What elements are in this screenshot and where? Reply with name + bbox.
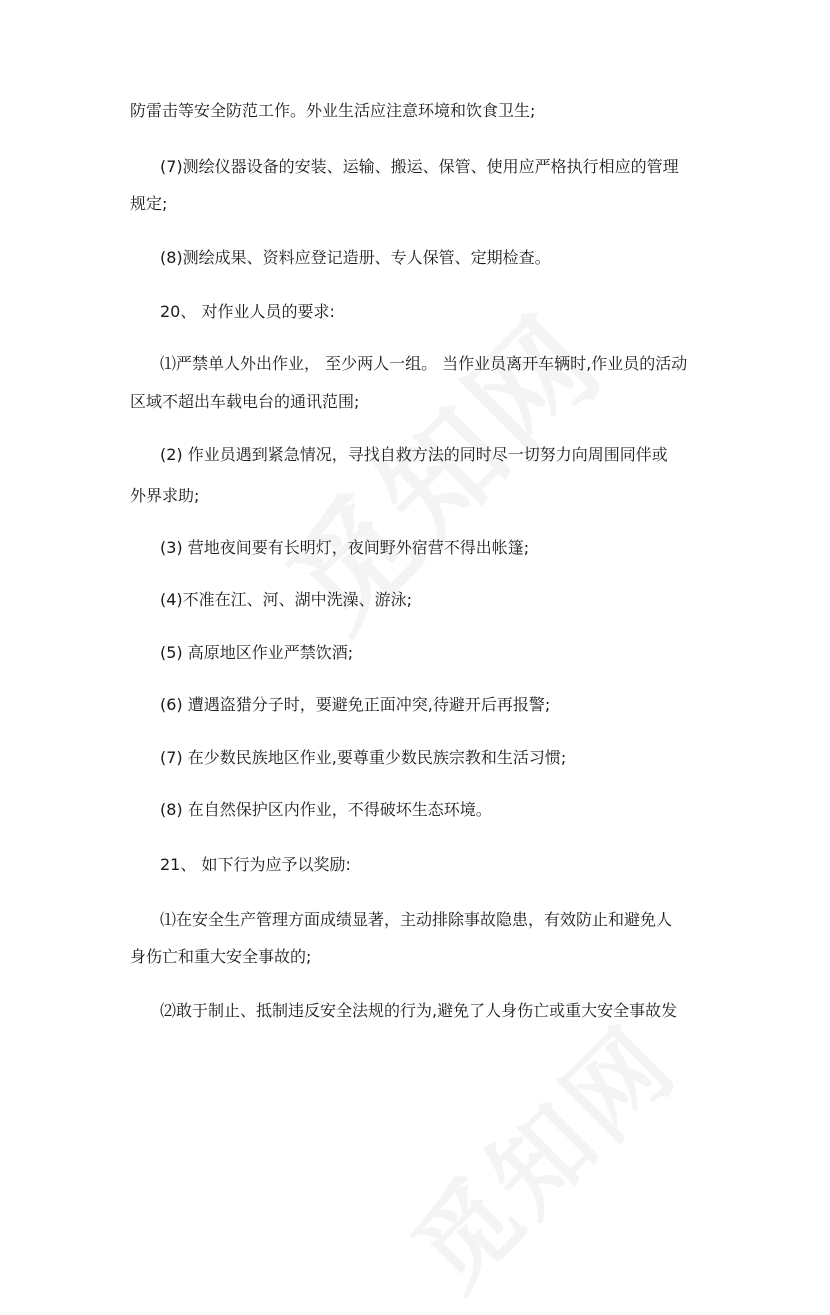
paragraph-line: ⑵敢于制止、抵制违反安全法规的行为,避免了人身伤亡或重大安全事故发 (160, 1001, 678, 1020)
paragraph-line: ⑴在安全生产管理方面成绩显著，主动排除事故隐患，有效防止和避免人 (160, 910, 673, 929)
paragraph-line: ⑴严禁单人外出作业， 至少两人一组。 当作业员离开车辆时,作业员的活动 (160, 354, 688, 373)
paragraph-line: (3) 营地夜间要有长明灯，夜间野外宿营不得出帐篷; (160, 538, 530, 557)
paragraph-line: (2) 作业员遇到紧急情况，寻找自救方法的同时尽一切努力向周围同伴或 (160, 445, 668, 464)
paragraph-line: (6) 遭遇盗猎分子时，要避免正面冲突,待避开后再报警; (160, 695, 551, 714)
paragraph-line: (4)不准在江、河、湖中洗澡、游泳; (160, 590, 413, 609)
paragraph-line: (8)测绘成果、资料应登记造册、专人保管、定期检查。 (160, 248, 551, 267)
paragraph-line: (5) 高原地区作业严禁饮酒; (160, 643, 354, 662)
section-heading: 21、 如下行为应予以奖励: (160, 855, 351, 874)
section-heading: 20、 对作业人员的要求: (160, 302, 335, 321)
watermark (376, 989, 703, 1315)
paragraph-line: 外界求助; (130, 486, 200, 505)
paragraph-line: 防雷击等安全防范工作。外业生活应注意环境和饮食卫生; (130, 101, 536, 120)
paragraph-line: 身伤亡和重大安全事故的; (130, 947, 312, 966)
paragraph-line: 规定; (130, 194, 168, 213)
paragraph-line: (8) 在自然保护区内作业，不得破坏生态环境。 (160, 800, 492, 819)
paragraph-line: 区域不超出车载电台的通讯范围; (130, 392, 360, 411)
paragraph-line: (7) 在少数民族地区作业,要尊重少数民族宗教和生活习惯; (160, 748, 567, 767)
paragraph-line: (7)测绘仪器设备的安装、运输、搬运、保管、使用应严格执行相应的管理 (160, 157, 679, 176)
